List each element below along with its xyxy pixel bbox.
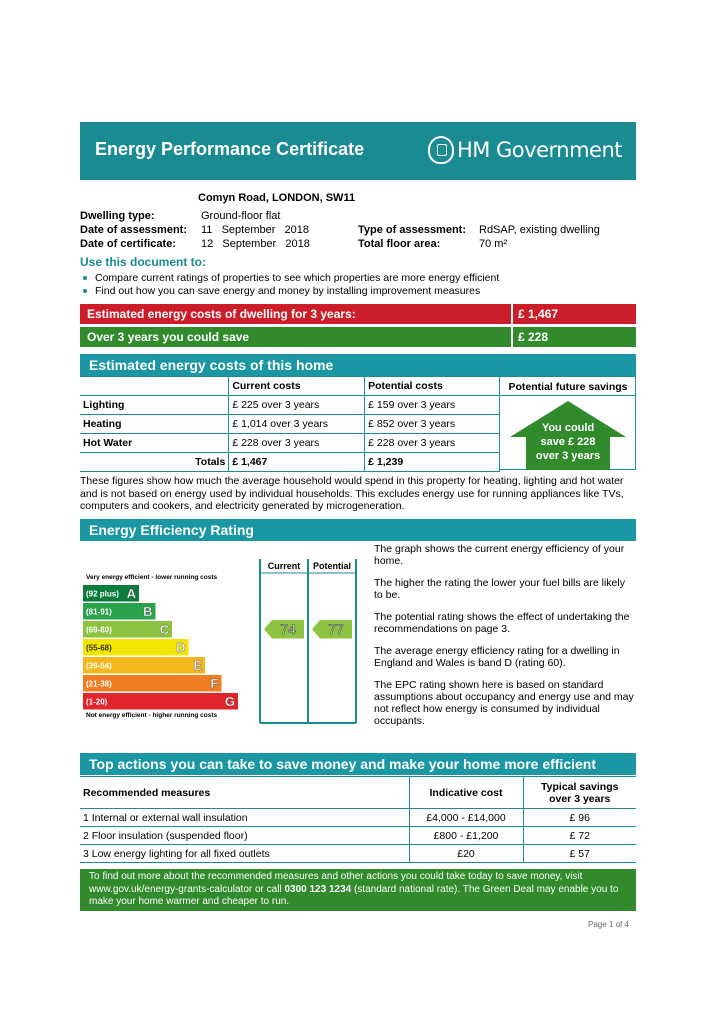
table-row — [80, 845, 636, 863]
table-row — [80, 434, 500, 453]
top-note: Very energy efficient - lower running costs — [86, 574, 218, 581]
gov-logo-text: HM Government — [456, 138, 622, 162]
band-letter: D — [176, 640, 186, 655]
eer-paragraph: The potential rating shows the effect of undertaking the recommendations on page 3. — [374, 611, 630, 635]
current-cost-cell: £ 225 over 3 years — [229, 396, 365, 415]
bullet-item: Find out how you can save energy and money by installing improvement measures — [80, 285, 499, 298]
potential-column-label: Potential — [312, 561, 352, 571]
table-header-row — [80, 777, 636, 809]
estimated-cost-value: £ 1,467 — [518, 307, 559, 321]
page-number: Page 1 of 4 — [588, 920, 629, 929]
row-label: Hot Water — [80, 434, 229, 453]
date-certificate-value: 12 September 2018 — [201, 238, 310, 250]
measures-header: Recommended measures — [80, 777, 409, 809]
find-out-more-box — [80, 869, 636, 911]
dwelling-type-value: Ground-floor flat — [201, 210, 281, 222]
band-range-label: (1-20) — [86, 697, 108, 707]
date-certificate-label: Date of certificate: — [80, 238, 176, 250]
band-letter: A — [126, 586, 136, 601]
potential-cost-cell: £ 228 over 3 years — [365, 434, 500, 453]
header-banner — [80, 122, 636, 180]
footer-text-1: To find out more about the recommended measures and other actions you could take today to save money, visit www.gov.uk/energy-grants-calculator or call — [89, 871, 583, 895]
use-document-list — [80, 272, 499, 298]
use-document-title: Use this document to: — [80, 255, 207, 269]
measure-cell: 3 Low energy lighting for all fixed outlets — [80, 845, 409, 863]
bottom-note: Not energy efficient - higher running costs — [86, 712, 218, 719]
saving-value: £ 228 — [518, 330, 549, 344]
saving-cell: £ 57 — [523, 845, 636, 863]
hm-government-logo — [428, 136, 622, 164]
footer-text-2: (standard national rate). The Green Deal may enable you to make your home warmer and cheaper to run. — [89, 883, 619, 907]
cost-cell: £20 — [409, 845, 523, 863]
table-row — [80, 396, 500, 415]
potential-rating-value: 77 — [328, 621, 344, 637]
band-letter: C — [159, 622, 169, 637]
arrow-line-3: over 3 years — [535, 450, 601, 462]
costs-description: These figures show how much the average household would spend in this property for heating, lighting and hot water and is not based on energy used by individual households. This excludes energy use for running appliances like TVs, computers and cookers, and electricity generated by microgeneration. — [80, 475, 624, 512]
band-letter: G — [224, 694, 235, 709]
crest-icon — [428, 136, 454, 164]
current-column-label: Current — [267, 561, 301, 571]
band-letter: B — [143, 604, 153, 619]
top-actions-heading: Top actions you can take to save money and make your home more efficient — [80, 753, 636, 775]
current-rating-value: 74 — [280, 621, 296, 637]
savings-header-line-1: Typical savings — [541, 780, 619, 793]
eer-heading: Energy Efficiency Rating — [80, 519, 636, 541]
total-current-cell: £ 1,467 — [229, 453, 365, 472]
table-row — [80, 827, 636, 845]
total-potential-cell: £ 1,239 — [365, 453, 500, 472]
divider — [511, 327, 513, 347]
floor-area-value: 70 m² — [479, 238, 508, 250]
saving-bar — [80, 327, 636, 347]
current-cost-cell: £ 228 over 3 years — [229, 434, 365, 453]
measure-cell: 1 Internal or external wall insulation — [80, 809, 409, 827]
band-range-label: (92 plus) — [86, 589, 119, 599]
eer-paragraph: The average energy efficiency rating for a dwelling in England and Wales is band D (rating 60). — [374, 645, 620, 669]
saving-label: Over 3 years you could save — [87, 330, 250, 344]
current-cost-cell: £ 1,014 over 3 years — [229, 415, 365, 434]
potential-cost-cell: £ 852 over 3 years — [365, 415, 500, 434]
top-actions-table — [80, 776, 636, 863]
savings-header-line-2: over 3 years — [549, 792, 611, 805]
rating-chart — [80, 545, 370, 725]
saving-cell: £ 96 — [523, 809, 636, 827]
divider — [511, 304, 513, 324]
date-assessment-value: 11 September 2018 — [201, 224, 310, 236]
energy-rating-graph — [80, 545, 370, 725]
eer-explanation — [374, 543, 636, 737]
eer-paragraph: The EPC rating shown here is based on standard assumptions about occupancy and energy use and may not reflect how energy is consumed by individual occupants. — [374, 679, 634, 727]
table-row — [80, 415, 500, 434]
estimated-cost-bar — [80, 304, 636, 324]
dwelling-type-label: Dwelling type: — [80, 210, 155, 222]
band-range-label: (81-91) — [86, 607, 112, 617]
floor-area-label: Total floor area: — [358, 238, 441, 250]
type-assessment-label: Type of assessment: — [358, 224, 467, 236]
future-savings-header: Potential future savings — [500, 377, 636, 396]
eer-paragraph: The higher the rating the lower your fuel bills are likely to be. — [374, 577, 625, 601]
arrow-line-1: You could — [541, 422, 595, 434]
table-row — [80, 809, 636, 827]
costs-table — [80, 376, 500, 472]
arrow-line-2: save £ 228 — [540, 436, 596, 448]
cost-header: Indicative cost — [409, 777, 523, 809]
band-range-label: (39-54) — [86, 661, 112, 671]
cost-cell: £4,000 - £14,000 — [409, 809, 523, 827]
eer-paragraph: The graph shows the current energy efficiency of your home. — [374, 543, 625, 567]
bullet-item: Compare current ratings of properties to see which properties are more energy efficient — [80, 272, 499, 285]
costs-heading: Estimated energy costs of this home — [80, 354, 636, 376]
potential-costs-header: Potential costs — [365, 377, 500, 396]
type-assessment-value: RdSAP, existing dwelling — [479, 224, 600, 236]
cost-cell: £800 - £1,200 — [409, 827, 523, 845]
blank-header — [80, 377, 229, 396]
phone-number[interactable]: 0300 123 1234 — [284, 883, 352, 895]
band-range-label: (69-80) — [86, 625, 112, 635]
row-label: Heating — [80, 415, 229, 434]
band-range-label: (21-38) — [86, 679, 112, 689]
page-title: Energy Performance Certificate — [95, 139, 365, 159]
band-letter: E — [193, 658, 202, 673]
savings-arrow-icon — [500, 397, 636, 472]
potential-cost-cell: £ 159 over 3 years — [365, 396, 500, 415]
saving-cell: £ 72 — [523, 827, 636, 845]
savings-header — [523, 777, 636, 809]
estimated-cost-label: Estimated energy costs of dwelling for 3 years: — [87, 307, 356, 321]
band-range-label: (55-68) — [86, 643, 112, 653]
totals-row — [80, 453, 500, 472]
property-address: Comyn Road, LONDON, SW11 — [198, 192, 356, 204]
measure-cell: 2 Floor insulation (suspended floor) — [80, 827, 409, 845]
future-savings-panel — [500, 376, 636, 470]
table-header-row — [80, 377, 500, 396]
current-costs-header: Current costs — [229, 377, 365, 396]
band-letter: F — [210, 676, 219, 691]
date-assessment-label: Date of assessment: — [80, 224, 187, 236]
totals-label: Totals — [80, 453, 229, 472]
row-label: Lighting — [80, 396, 229, 415]
